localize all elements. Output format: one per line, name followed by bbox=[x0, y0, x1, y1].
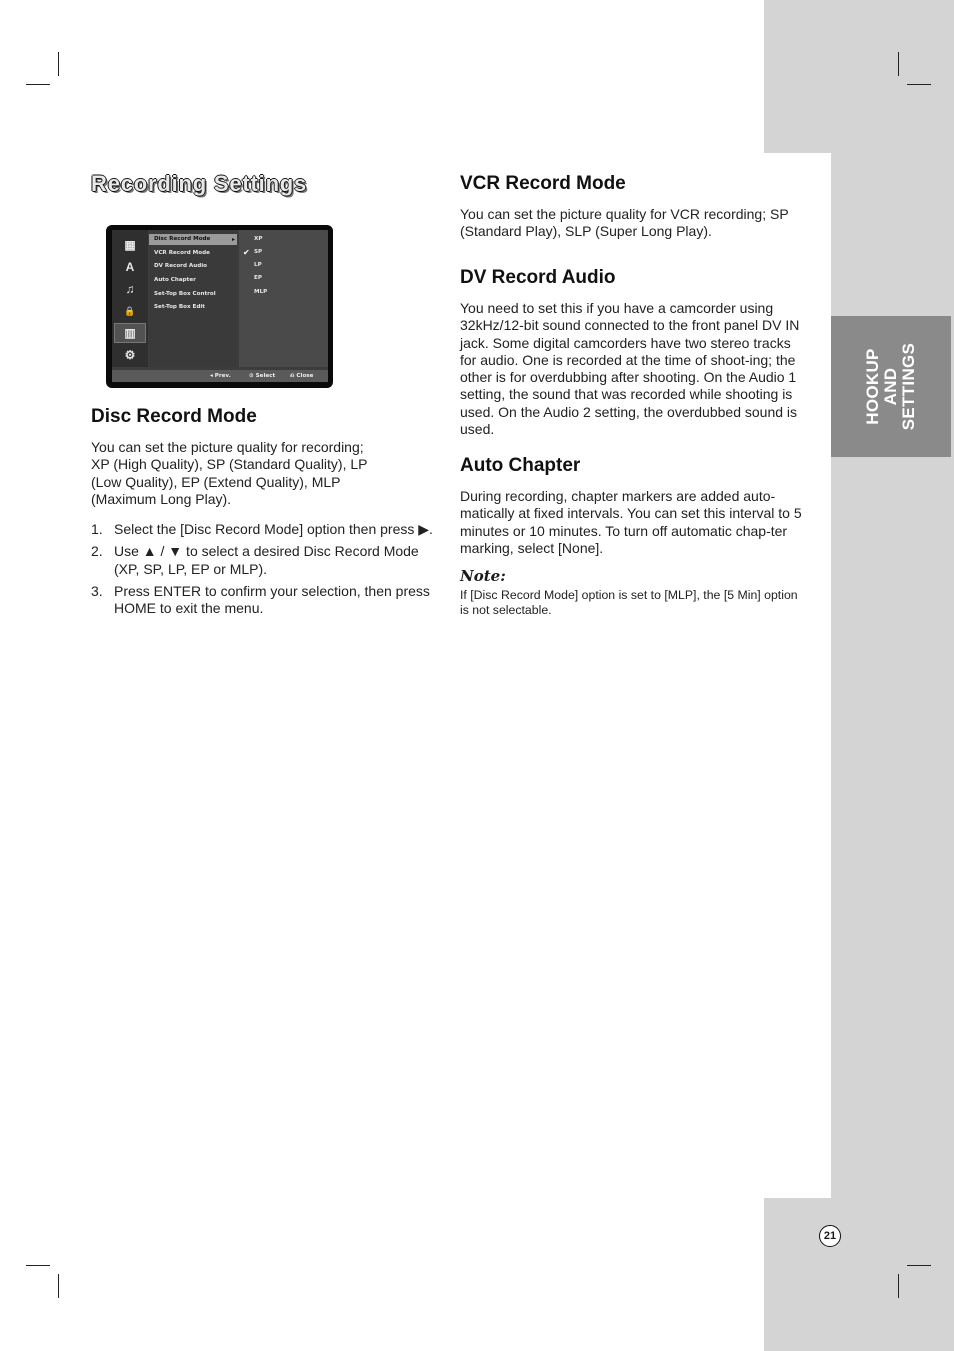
section-side-tab bbox=[831, 316, 951, 457]
menu-option: EP bbox=[254, 275, 262, 281]
dv-record-audio-text: You need to set this if you have a camcorder using 32kHz/12-bit sound connected to the front panel DV IN jack. Some digital camcorders have two stereo tracks for audio. One is recorded at the time of shoot-ing; the other is for overdubbing after shooting. On the Audio 1 setting, the sound that was recorded while shooting is used. On the Audio 2 setting, the overdubbed sound is used. bbox=[460, 300, 800, 438]
menu-item-set-top-box-control: Set-Top Box Control bbox=[154, 291, 216, 297]
menu-options-column bbox=[239, 230, 328, 367]
checkmark-icon: ✔ bbox=[243, 248, 250, 257]
crop-mark bbox=[898, 1274, 899, 1298]
crop-mark bbox=[907, 1265, 931, 1266]
menu-item-disc-record-mode: Disc Record Mode ▸ bbox=[149, 234, 237, 245]
menu-item-dv-record-audio: DV Record Audio bbox=[154, 263, 207, 269]
menu-icon-column bbox=[112, 230, 148, 367]
footer-close: ⎌ Close bbox=[290, 373, 314, 379]
crop-mark bbox=[58, 52, 59, 76]
crop-mark bbox=[898, 52, 899, 76]
menu-option: LP bbox=[254, 262, 262, 268]
setup-menu-panel bbox=[112, 230, 328, 382]
language-icon: A bbox=[125, 260, 135, 274]
footer-select: ⊙ Select bbox=[249, 373, 276, 379]
menu-item-auto-chapter: Auto Chapter bbox=[154, 277, 196, 283]
menu-item-vcr-record-mode: VCR Record Mode bbox=[154, 250, 210, 256]
vcr-record-mode-text: You can set the picture quality for VCR recording; SP (Standard Play), SLP (Super Long Play). bbox=[460, 206, 789, 240]
setup-menu-screenshot bbox=[106, 225, 333, 388]
dv-record-audio-heading: DV Record Audio bbox=[460, 267, 616, 288]
crop-mark bbox=[26, 84, 50, 85]
film-icon: ▥ bbox=[114, 323, 146, 343]
lock-icon: 🔒 bbox=[124, 305, 136, 316]
auto-chapter-text: During recording, chapter markers are added auto-matically at fixed intervals. You can set this interval to 5 minutes or 10 minutes. To turn off automatic chap-ter marking, select [None]. bbox=[460, 488, 802, 556]
others-icon: ⚙ bbox=[124, 348, 136, 362]
auto-chapter-heading: Auto Chapter bbox=[460, 455, 581, 476]
menu-item-set-top-box-edit: Set-Top Box Edit bbox=[154, 304, 205, 310]
menu-option: XP bbox=[254, 236, 263, 242]
list-item: 1. Select the [Disc Record Mode] option then press ▶. bbox=[91, 521, 433, 537]
menu-items-column bbox=[149, 230, 237, 367]
menu-option: MLP bbox=[254, 289, 268, 295]
crop-mark bbox=[907, 84, 931, 85]
steps-list bbox=[91, 521, 436, 622]
disc-record-mode-heading: Disc Record Mode bbox=[91, 406, 257, 427]
margin-band-bottom bbox=[764, 1198, 954, 1351]
crop-mark bbox=[26, 1265, 50, 1266]
disc-record-mode-intro: You can set the picture quality for recording; XP (High Quality), SP (Standard Quality), LP (Low Quality), EP (Extend Quality), MLP (Maximum Long Play). bbox=[91, 439, 368, 507]
note-text: If [Disc Record Mode] option is set to [MLP], the [5 Min] option is not selectable. bbox=[460, 588, 798, 617]
audio-icon: ♫ bbox=[125, 282, 135, 296]
page-number: 21 bbox=[819, 1225, 841, 1247]
list-item: 2. Use ▲ / ▼ to select a desired Disc Record Mode (XP, SP, LP, EP or MLP). bbox=[91, 543, 419, 577]
note-title: Note: bbox=[460, 567, 506, 585]
margin-band-top bbox=[764, 0, 954, 153]
menu-footer bbox=[112, 370, 328, 382]
menu-option-checked: ✔ SP bbox=[243, 248, 263, 257]
section-side-tab-label: HOOKUP AND SETTINGS bbox=[863, 342, 918, 431]
page-title: Recording Settings bbox=[91, 171, 308, 196]
margin-band bbox=[831, 153, 954, 1198]
list-item: 3. Press ENTER to confirm your selection, then press HOME to exit the menu. bbox=[91, 582, 430, 617]
disc-icon: ▦ bbox=[124, 238, 136, 252]
vcr-record-mode-heading: VCR Record Mode bbox=[460, 173, 626, 194]
crop-mark bbox=[58, 1274, 59, 1298]
footer-prev: ◂ Prev. bbox=[210, 373, 231, 379]
